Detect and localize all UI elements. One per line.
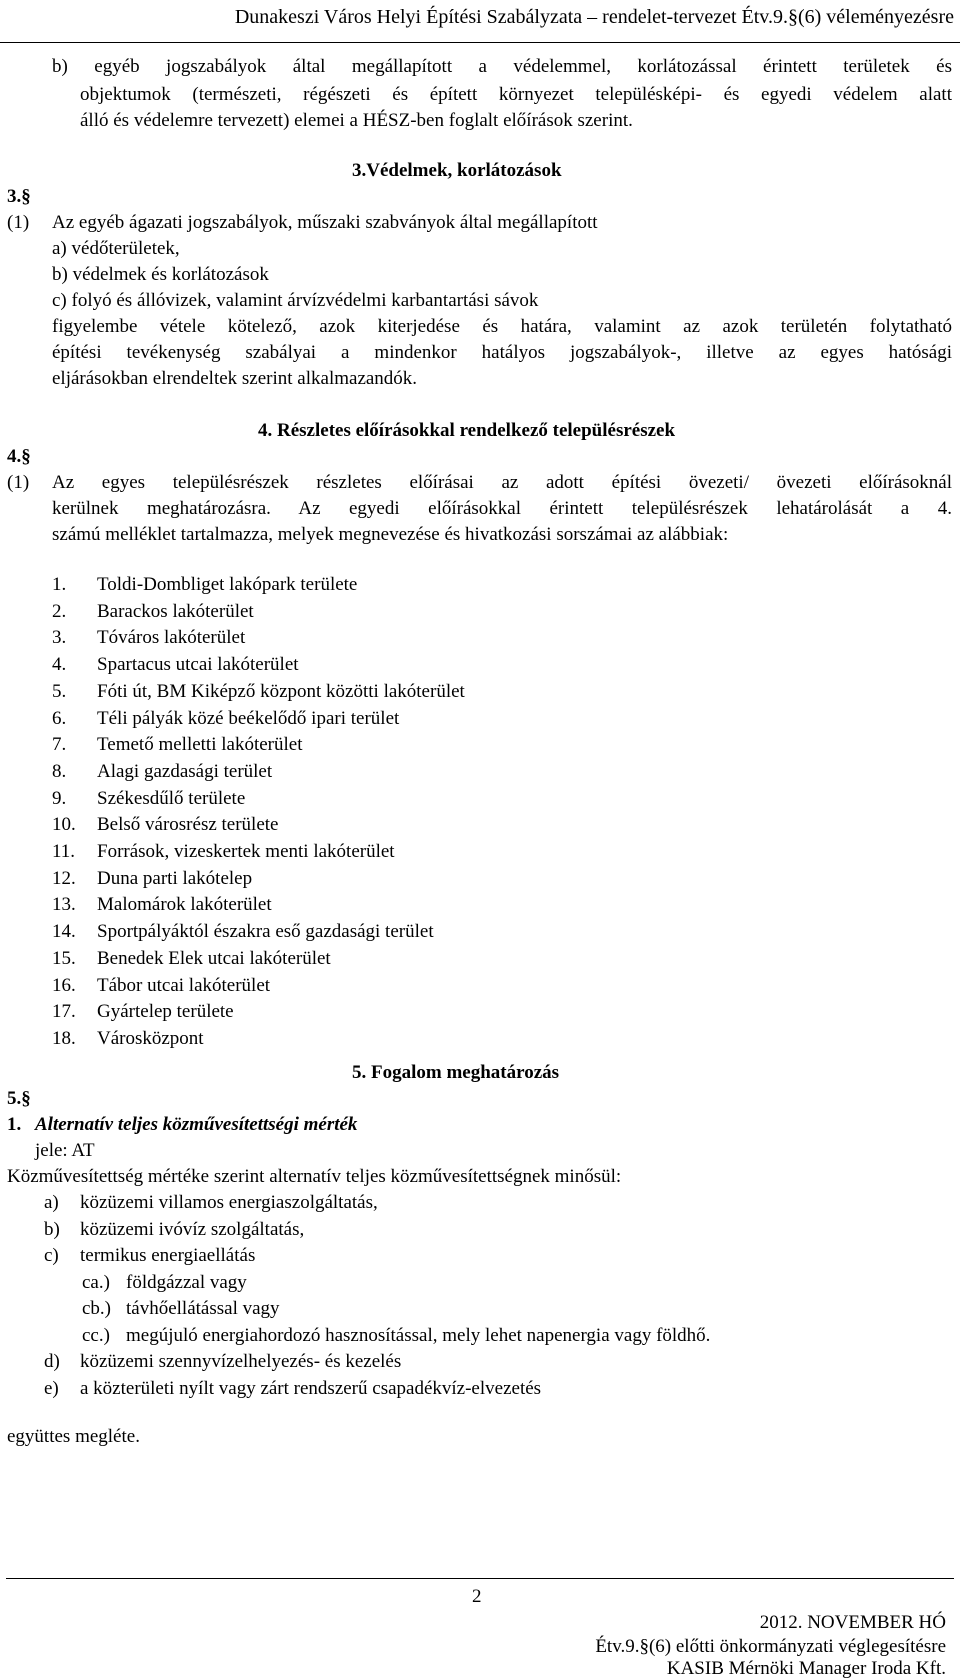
definition-item-text: földgázzal vagy xyxy=(126,1271,247,1293)
definition-item-number: cb.) xyxy=(82,1298,112,1319)
section-3-item: c) folyó és állóvizek, valamint árvízvédelmi karbantartási sávok xyxy=(52,290,539,311)
district-number: 1. xyxy=(52,574,67,595)
section-4-heading: 4. Részletes előírásokkal rendelkező településrészek xyxy=(258,420,676,441)
district-name: Benedek Elek utcai lakóterület xyxy=(97,947,331,969)
district-name: Barackos lakóterület xyxy=(97,600,254,622)
district-name: Alagi gazdasági terület xyxy=(97,760,273,782)
district-number: 8. xyxy=(52,760,67,782)
section-3-heading: 3.Védelmek, korlátozások xyxy=(352,160,562,181)
section-3-p1-text: eljárásokban elrendeltek szerint alkalmazandók. xyxy=(52,368,418,389)
term-title: Alternatív teljes közművesítettségi mérték xyxy=(35,1114,358,1135)
definition-item-text: közüzemi villamos energiaszolgáltatás, xyxy=(80,1192,378,1213)
section-3-paragraph-number: 3.§ xyxy=(7,186,31,207)
definition-item-number: cc.) xyxy=(82,1324,110,1346)
section-3-p1-text: építési tevékenység szabályai a mindenkor hatályos jogszabályok-, illetve az egyes hatósági xyxy=(52,342,952,363)
district-number: 15. xyxy=(52,947,76,969)
page-header xyxy=(0,0,960,43)
section-4-p1-text: számú melléklet tartalmazza, melyek megnevezése és hivatkozási sorszámai az alábbiak: xyxy=(52,524,729,545)
definition-item-number: c) xyxy=(44,1245,59,1266)
definition-item-text: közüzemi szennyvízelhelyezés- és kezelés xyxy=(80,1351,402,1372)
district-number: 16. xyxy=(52,974,76,996)
term-sign: jele: AT xyxy=(35,1140,95,1161)
intro-line: álló és védelemre tervezett) elemei a HÉSZ-ben foglalt előírások szerint. xyxy=(80,110,633,131)
district-name: Fóti út, BM Kiképző központ közötti lakóterület xyxy=(97,680,465,702)
definition-item-number: a) xyxy=(44,1192,59,1213)
section-4-paragraph-number: 4.§ xyxy=(7,446,31,467)
definition-item-text: közüzemi ivóvíz szolgáltatás, xyxy=(80,1218,305,1240)
definition-item-number: ca.) xyxy=(82,1271,110,1293)
district-number: 2. xyxy=(52,600,67,622)
district-name: Toldi-Dombliget lakópark területe xyxy=(97,574,358,595)
district-name: Városközpont xyxy=(97,1027,204,1049)
header-title: Dunakeszi Város Helyi Építési Szabályzata – rendelet-tervezet Étv.9.§(6) véleményezésre xyxy=(234,6,954,28)
definition-item-text: a közterületi nyílt vagy zárt rendszerű csapadékvíz-elvezetés xyxy=(80,1377,542,1399)
district-number: 7. xyxy=(52,734,67,756)
page-number: 2 xyxy=(472,1586,482,1607)
district-number: 18. xyxy=(52,1027,76,1049)
district-number: 5. xyxy=(52,680,67,702)
definition-item-number: d) xyxy=(44,1351,60,1372)
district-name: Tábor utcai lakóterület xyxy=(97,974,271,996)
district-number: 14. xyxy=(52,921,76,943)
district-name: Gyártelep területe xyxy=(97,1001,234,1023)
section-4-p1-text: Az egyes településrészek részletes előírásai az adott építési övezeti/ övezeti előírásoknál xyxy=(52,472,952,493)
section-3-item: a) védőterületek, xyxy=(52,238,180,259)
section-4-p1-number: (1) xyxy=(7,472,30,493)
district-name: Források, vizeskertek menti lakóterület xyxy=(97,841,395,862)
definition-item-text: termikus energiaellátás xyxy=(80,1245,256,1266)
definition-item-number: e) xyxy=(44,1377,59,1399)
district-number: 4. xyxy=(52,654,67,676)
district-name: Székesdűlő területe xyxy=(97,787,246,809)
term-number: 1. xyxy=(7,1114,22,1135)
district-name: Téli pályák közé beékelődő ipari terület xyxy=(97,707,400,729)
district-number: 10. xyxy=(52,814,76,836)
intro-line: objektumok (természeti, régészeti és épített környezet településképi- és egyedi védelem alatt xyxy=(80,84,952,105)
section-3-p1-text: Az egyéb ágazati jogszabályok, műszaki szabványok által megállapított xyxy=(52,212,598,233)
section-3-p1-text: figyelembe vétele kötelező, azok kiterjedése és határa, valamint az azok területén folytatható xyxy=(52,316,952,337)
definition-item-text: távhőellátással vagy xyxy=(126,1298,280,1319)
footer-divider xyxy=(6,1578,954,1579)
district-name: Belső városrész területe xyxy=(97,814,279,836)
district-number: 11. xyxy=(52,841,76,862)
section-3-item: b) védelmek és korlátozások xyxy=(52,264,269,285)
district-name: Spartacus utcai lakóterület xyxy=(97,654,299,676)
section-5-heading: 5. Fogalom meghatározás xyxy=(352,1062,560,1083)
closing-text: együttes megléte. xyxy=(7,1426,140,1447)
section-3-p1-number: (1) xyxy=(7,212,30,233)
district-name: Duna parti lakótelep xyxy=(97,867,253,889)
section-5-paragraph-number: 5.§ xyxy=(7,1088,31,1109)
district-number: 3. xyxy=(52,627,67,649)
footer-date: 2012. NOVEMBER HÓ xyxy=(759,1612,946,1633)
definition-item-text: megújuló energiahordozó hasznosítással, mely lehet napenergia vagy földhő. xyxy=(126,1324,711,1346)
district-name: Sportpályáktól északra eső gazdasági terület xyxy=(97,921,434,943)
district-number: 13. xyxy=(52,894,76,916)
footer-company: KASIB Mérnöki Manager Iroda Kft. xyxy=(666,1658,946,1679)
district-number: 12. xyxy=(52,867,76,889)
definition-item-number: b) xyxy=(44,1218,60,1240)
intro-line: b) egyéb jogszabályok által megállapított a védelemmel, korlátozással érintett területek és xyxy=(52,56,952,77)
district-name: Temető melletti lakóterület xyxy=(97,734,303,756)
district-name: Malomárok lakóterület xyxy=(97,894,272,916)
term-definition: Közművesítettség mértéke szerint alternatív teljes közművesítettségnek minősül: xyxy=(7,1166,622,1187)
district-number: 9. xyxy=(52,787,67,809)
district-name: Tóváros lakóterület xyxy=(97,627,246,649)
district-number: 17. xyxy=(52,1001,76,1023)
section-4-p1-text: kerülnek meghatározásra. Az egyedi előírásokkal érintett településrészek lehatárolását a 4. xyxy=(52,498,952,519)
district-number: 6. xyxy=(52,707,67,729)
footer-note: Étv.9.§(6) előtti önkormányzati véglegesítésre xyxy=(595,1636,946,1657)
